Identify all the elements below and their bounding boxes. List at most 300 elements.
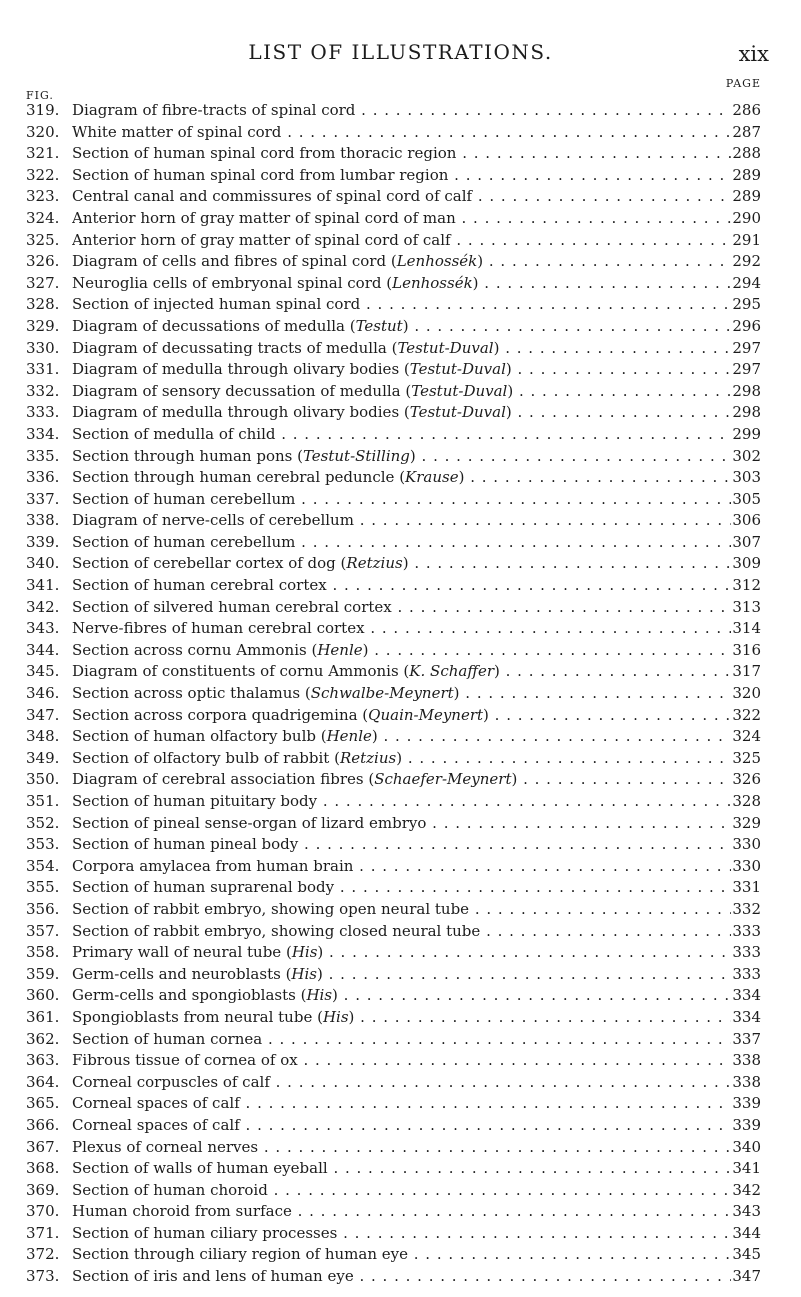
- list-item: [0, 964, 801, 986]
- figure-title: [72, 122, 733, 144]
- figure-title: [72, 1266, 733, 1288]
- figure-description: Diagram of decussating tracts of medulla (: [72, 338, 398, 357]
- list-item: [0, 661, 801, 683]
- page-reference: 317: [731, 661, 761, 683]
- page-reference: 341: [731, 1158, 761, 1180]
- page-reference: 325: [731, 748, 761, 770]
- figure-description: Section of human pituitary body: [72, 792, 318, 810]
- figure-title: Diagram of sensory decussation of medulla (Testut-Duval) . . .: [72, 381, 733, 403]
- page-reference: 320: [731, 683, 761, 705]
- list-item: [0, 726, 801, 748]
- fig-column-label: FIG.: [26, 89, 54, 102]
- figure-author: Testut-Duval: [409, 360, 506, 379]
- page-title: LIST OF ILLUSTRATIONS.: [248, 40, 553, 64]
- page-reference: 344: [731, 1223, 761, 1245]
- page-reference: 307: [731, 532, 761, 554]
- figure-number: 367.: [26, 1137, 60, 1156]
- figure-number: 330.: [26, 338, 60, 357]
- figure-title: [72, 230, 733, 252]
- figure-description: Fibrous tissue of cornea of ox: [72, 1051, 298, 1070]
- figure-description: Section across cornu Ammonis (: [72, 640, 318, 659]
- figure-description: Primary wall of neural tube (: [72, 943, 292, 962]
- list-item: [0, 597, 801, 619]
- figure-number: 346.: [26, 684, 60, 703]
- figure-number: 372.: [26, 1245, 60, 1264]
- page-reference: 333: [731, 942, 761, 964]
- figure-title: Section of human olfactory bulb (Henle) . . .: [72, 726, 733, 748]
- figure-number: 334.: [26, 424, 60, 443]
- list-item: [0, 208, 801, 230]
- figure-number: 319.: [26, 101, 60, 119]
- list-item: [0, 446, 801, 468]
- list-item: [0, 1158, 801, 1180]
- page-reference: 332: [731, 899, 761, 921]
- page-reference: 328: [731, 791, 761, 813]
- figure-title: [72, 921, 733, 943]
- list-item: [0, 532, 801, 554]
- figure-number: 326.: [26, 252, 60, 271]
- figure-title: Section of olfactory bulb of rabbit (Retzius) . . .: [72, 748, 733, 770]
- figure-number: 320.: [26, 122, 60, 141]
- figure-title: [72, 575, 733, 597]
- figure-description: Section of walls of human eyeball: [72, 1159, 328, 1178]
- figure-description: Section of human pineal body: [72, 835, 299, 854]
- list-item: [0, 359, 801, 381]
- page-reference: 331: [731, 877, 761, 899]
- figure-title: Diagram of medulla through olivary bodies (Testut-Duval) . . .: [72, 359, 733, 381]
- figure-author: His: [306, 986, 333, 1005]
- figure-description: Diagram of decussations of medulla (: [72, 316, 356, 335]
- figure-title: Section through human cerebral peduncle (Krause) . . .: [72, 467, 733, 489]
- list-item: [0, 100, 801, 122]
- figure-title: [72, 1137, 733, 1159]
- column-headers: [0, 77, 801, 102]
- figure-number: 356.: [26, 899, 60, 918]
- page-reference: 339: [731, 1093, 761, 1115]
- figure-number: 366.: [26, 1115, 60, 1134]
- figure-author: Henle: [326, 727, 372, 746]
- page-reference: 330: [731, 856, 761, 878]
- figure-title: [72, 424, 733, 446]
- figure-description: Section through human pons (: [72, 446, 303, 465]
- figure-number: 354.: [26, 856, 60, 875]
- list-item: [0, 467, 801, 489]
- list-item: [0, 186, 801, 208]
- figure-title: Primary wall of neural tube (His) . . .: [72, 942, 733, 964]
- figure-description: Section of human spinal cord from lumbar region: [72, 165, 449, 184]
- figure-author: Testut-Duval: [409, 403, 506, 422]
- figure-number: 351.: [26, 792, 60, 810]
- figure-number: 364.: [26, 1072, 60, 1091]
- list-item: [0, 942, 801, 964]
- figure-description: Section of human choroid: [72, 1180, 268, 1199]
- page-header: [0, 40, 801, 66]
- figure-number: 373.: [26, 1267, 60, 1286]
- figure-description: Diagram of sensory decussation of medulla (: [72, 381, 412, 400]
- page-reference: 287: [731, 122, 761, 144]
- figure-description: Neuroglia cells of embryonal spinal cord (: [72, 273, 393, 292]
- figure-number: 352.: [26, 813, 60, 832]
- figure-title: [72, 532, 733, 554]
- figure-description: Corpora amylacea from human brain: [72, 856, 354, 875]
- figure-number: 331.: [26, 360, 60, 379]
- figure-description: Plexus of corneal nerves: [72, 1137, 259, 1156]
- list-item: [0, 899, 801, 921]
- figure-author: Schaefer-Meynert: [374, 770, 512, 789]
- illustrations-list: [0, 100, 801, 1288]
- figure-description: Section of human cerebral cortex: [72, 576, 327, 595]
- list-item: [0, 489, 801, 511]
- page-reference: 289: [731, 165, 761, 187]
- figure-description: Corneal spaces of calf: [72, 1094, 240, 1113]
- list-item: [0, 834, 801, 856]
- page-reference: 289: [731, 186, 761, 208]
- page-column-label: PAGE: [725, 77, 761, 90]
- figure-number: 325.: [26, 230, 60, 249]
- page-reference: 312: [731, 575, 761, 597]
- figure-number: 342.: [26, 597, 60, 616]
- figure-description: Diagram of cerebral association fibres (: [72, 770, 375, 789]
- list-item: [0, 143, 801, 165]
- list-item: [0, 618, 801, 640]
- list-item: [0, 1180, 801, 1202]
- figure-title: [72, 143, 733, 165]
- list-item: [0, 921, 801, 943]
- figure-title: [72, 1029, 733, 1051]
- figure-number: 338.: [26, 511, 60, 530]
- figure-number: 339.: [26, 532, 60, 551]
- list-item: [0, 381, 801, 403]
- page-reference: 286: [731, 100, 761, 122]
- figure-number: 324.: [26, 208, 60, 227]
- page-reference: 288: [731, 143, 761, 165]
- figure-author: Retzius: [339, 748, 397, 767]
- figure-number: 328.: [26, 295, 60, 314]
- page-reference: 297: [731, 359, 761, 381]
- list-item: [0, 1266, 801, 1288]
- figure-title: Section across cornu Ammonis (Henle) . . .: [72, 640, 733, 662]
- page-reference: 329: [731, 813, 761, 835]
- figure-number: 370.: [26, 1202, 60, 1221]
- figure-number: 353.: [26, 835, 60, 854]
- list-item: [0, 748, 801, 770]
- figure-description: Section through ciliary region of human eye: [72, 1245, 408, 1264]
- figure-title: [72, 618, 733, 640]
- figure-title: [72, 165, 733, 187]
- figure-title: Germ-cells and neuroblasts (His) . . .: [72, 964, 733, 986]
- list-item: [0, 791, 801, 813]
- figure-author: His: [322, 1007, 349, 1026]
- figure-description: Anterior horn of gray matter of spinal cord of calf: [72, 230, 451, 249]
- figure-title: Germ-cells and spongioblasts (His) . . .: [72, 985, 733, 1007]
- list-item: [0, 402, 801, 424]
- figure-description: Section of human cerebellum: [72, 489, 296, 508]
- page-reference: 343: [731, 1201, 761, 1223]
- figure-number: 360.: [26, 986, 60, 1005]
- figure-description: Corneal corpuscles of calf: [72, 1072, 270, 1091]
- figure-description: Section through human cerebral peduncle (: [72, 468, 406, 487]
- page-reference: 299: [731, 424, 761, 446]
- figure-description: Section of iris and lens of human eye: [72, 1267, 354, 1286]
- figure-title: Section across corpora quadrigemina (Quain-Meynert) . . .: [72, 705, 733, 727]
- figure-description: Section of human spinal cord from thoracic region: [72, 144, 457, 163]
- page-reference: 292: [731, 251, 761, 273]
- list-item: [0, 251, 801, 273]
- figure-number: 321.: [26, 144, 60, 163]
- figure-author: His: [291, 964, 317, 983]
- figure-description: Spongioblasts from neural tube (: [72, 1007, 323, 1026]
- list-item: [0, 1093, 801, 1115]
- figure-description: Section of pineal sense-organ of lizard embryo: [72, 813, 427, 832]
- figure-title: Diagram of cells and fibres of spinal cord (Lenhossék) . . .: [72, 251, 733, 273]
- figure-author: Testut-Duval: [397, 338, 494, 357]
- figure-number: 322.: [26, 165, 60, 184]
- figure-number: 345.: [26, 662, 60, 681]
- figure-title: [72, 1050, 733, 1072]
- page-reference: 338: [731, 1050, 761, 1072]
- figure-title: [72, 1244, 733, 1266]
- figure-author: Quain-Meynert: [368, 705, 484, 724]
- figure-title: [72, 1072, 733, 1094]
- figure-description: Section of human cornea: [72, 1029, 263, 1048]
- list-item: [0, 273, 801, 295]
- figure-number: 332.: [26, 381, 60, 400]
- figure-title: Diagram of constituents of cornu Ammonis (K. Schaffer) . . .: [72, 661, 733, 683]
- figure-author: Testut-Stilling: [302, 446, 410, 465]
- figure-title: [72, 1158, 733, 1180]
- list-item: [0, 877, 801, 899]
- figure-title: [72, 1180, 733, 1202]
- list-item: [0, 230, 801, 252]
- figure-description: Diagram of medulla through olivary bodies (: [72, 360, 410, 379]
- list-item: [0, 294, 801, 316]
- figure-number: 350.: [26, 770, 60, 789]
- figure-number: 359.: [26, 964, 60, 983]
- figure-author: Testut: [355, 316, 403, 335]
- page-reference: 291: [731, 230, 761, 252]
- page-reference: 333: [731, 921, 761, 943]
- list-item: [0, 575, 801, 597]
- figure-title: [72, 510, 733, 532]
- figure-author: Lenhossék: [392, 273, 473, 292]
- list-item: [0, 1050, 801, 1072]
- figure-author: Retzius: [346, 554, 403, 573]
- list-item: [0, 813, 801, 835]
- page-reference: 295: [731, 294, 761, 316]
- figure-number: 363.: [26, 1051, 60, 1070]
- page-reference: 340: [731, 1137, 761, 1159]
- figure-description: Section of human suprarenal body: [72, 878, 335, 897]
- figure-title: Section of cerebellar cortex of dog (Retzius) . . .: [72, 553, 733, 575]
- list-item: [0, 553, 801, 575]
- figure-title: [72, 877, 733, 899]
- figure-number: 357.: [26, 921, 60, 940]
- page-reference: 314: [731, 618, 761, 640]
- list-item: [0, 316, 801, 338]
- figure-description: Nerve-fibres of human cerebral cortex: [72, 619, 365, 638]
- figure-description: Section of rabbit embryo, showing open neural tube: [72, 899, 470, 918]
- figure-number: 327.: [26, 273, 60, 292]
- figure-title: [72, 813, 733, 835]
- list-item: [0, 1007, 801, 1029]
- figure-title: [72, 597, 733, 619]
- figure-description: Section of human ciliary processes: [72, 1223, 338, 1242]
- figure-number: 337.: [26, 489, 60, 508]
- figure-number: 362.: [26, 1029, 60, 1048]
- figure-title: Diagram of medulla through olivary bodies (Testut-Duval) . . .: [72, 402, 733, 424]
- figure-number: 358.: [26, 943, 60, 962]
- page-reference: 290: [731, 208, 761, 230]
- figure-title: Neuroglia cells of embryonal spinal cord (Lenhossék) . . .: [72, 273, 733, 295]
- list-item: [0, 122, 801, 144]
- figure-title: Spongioblasts from neural tube (His) . . .: [72, 1007, 733, 1029]
- figure-title: [72, 294, 733, 316]
- page-reference: 334: [731, 1007, 761, 1029]
- figure-description: Section of injected human spinal cord: [72, 295, 361, 314]
- page-reference: 313: [731, 597, 761, 619]
- page-reference: 297: [731, 338, 761, 360]
- figure-author: Schwalbe-Meynert: [310, 684, 454, 703]
- figure-description: White matter of spinal cord: [72, 122, 282, 141]
- figure-title: [72, 791, 733, 813]
- figure-title: [72, 1201, 733, 1223]
- figure-description: Diagram of nerve-cells of cerebellum: [72, 511, 354, 530]
- figure-number: 365.: [26, 1094, 60, 1113]
- figure-number: 347.: [26, 705, 60, 724]
- page-reference: 309: [731, 553, 761, 575]
- figure-number: 329.: [26, 316, 60, 335]
- figure-number: 348.: [26, 727, 60, 746]
- figure-description: Section of olfactory bulb of rabbit (: [72, 748, 340, 767]
- figure-number: 343.: [26, 619, 60, 638]
- list-item: [0, 338, 801, 360]
- page-reference: 298: [731, 402, 761, 424]
- figure-title: Diagram of cerebral association fibres (Schaefer-Meynert) . . .: [72, 769, 733, 791]
- figure-title: [72, 186, 733, 208]
- figure-number: 349.: [26, 748, 60, 767]
- figure-number: 361.: [26, 1007, 60, 1026]
- figure-description: Corneal spaces of calf: [72, 1115, 240, 1134]
- page-reference: 330: [731, 834, 761, 856]
- figure-title: [72, 856, 733, 878]
- figure-title: [72, 834, 733, 856]
- list-item: [0, 424, 801, 446]
- figure-number: 371.: [26, 1223, 60, 1242]
- figure-number: 336.: [26, 468, 60, 487]
- figure-description: Section of human cerebellum: [72, 532, 296, 551]
- list-item: [0, 985, 801, 1007]
- figure-number: 333.: [26, 403, 60, 422]
- figure-description: Section across corpora quadrigemina (: [72, 705, 369, 724]
- figure-title: [72, 208, 733, 230]
- figure-author: Krause: [405, 468, 459, 487]
- list-item: [0, 510, 801, 532]
- figure-description: Section of rabbit embryo, showing closed neural tube: [72, 921, 481, 940]
- figure-description: Section across optic thalamus (: [72, 684, 311, 703]
- figure-description: Human choroid from surface: [72, 1202, 292, 1221]
- figure-description: Section of cerebellar cortex of dog (: [72, 554, 347, 573]
- figure-description: Section of silvered human cerebral cortex: [72, 597, 392, 616]
- page-reference: 345: [731, 1244, 761, 1266]
- page-reference: 337: [731, 1029, 761, 1051]
- figure-description: Section of medulla of child: [72, 424, 276, 443]
- figure-description: Germ-cells and spongioblasts (: [72, 986, 307, 1005]
- page-reference: 347: [731, 1266, 761, 1288]
- page-reference: 316: [731, 640, 761, 662]
- list-item: [0, 705, 801, 727]
- page-reference: 305: [731, 489, 761, 511]
- figure-description: Diagram of cells and fibres of spinal cord (: [72, 252, 397, 271]
- page-reference: 303: [731, 467, 761, 489]
- page-reference: 306: [731, 510, 761, 532]
- list-item: [0, 769, 801, 791]
- figure-title: [72, 100, 733, 122]
- figure-number: 341.: [26, 576, 60, 595]
- list-item: [0, 1137, 801, 1159]
- figure-description: Section of human olfactory bulb (: [72, 727, 327, 746]
- figure-author: K. Schaffer: [409, 662, 494, 681]
- list-item: [0, 1201, 801, 1223]
- page-reference: 298: [731, 381, 761, 403]
- figure-title: Diagram of decussations of medulla (Testut) . . .: [72, 316, 733, 338]
- list-item: [0, 165, 801, 187]
- figure-number: 368.: [26, 1159, 60, 1178]
- figure-number: 335.: [26, 446, 60, 465]
- list-item: [0, 1115, 801, 1137]
- list-item: [0, 856, 801, 878]
- figure-title: Section across optic thalamus (Schwalbe-Meynert) . . .: [72, 683, 733, 705]
- figure-description: Germ-cells and neuroblasts (: [72, 964, 292, 983]
- list-item: [0, 1223, 801, 1245]
- figure-number: 340.: [26, 554, 60, 573]
- page-reference: 296: [731, 316, 761, 338]
- list-item: [0, 1029, 801, 1051]
- page-reference: 334: [731, 985, 761, 1007]
- figure-number: 369.: [26, 1180, 60, 1199]
- figure-author: Lenhossék: [396, 252, 478, 271]
- figure-author: Henle: [317, 640, 363, 659]
- figure-number: 323.: [26, 187, 60, 206]
- list-item: [0, 1244, 801, 1266]
- figure-title: [72, 1115, 733, 1137]
- page-reference: 294: [731, 273, 761, 295]
- figure-description: Diagram of medulla through olivary bodies (: [72, 403, 410, 422]
- figure-title: [72, 899, 733, 921]
- page-reference: 339: [731, 1115, 761, 1137]
- figure-description: Diagram of fibre-tracts of spinal cord: [72, 101, 356, 119]
- page-reference: 326: [731, 769, 761, 791]
- figure-author: Testut-Duval: [411, 381, 508, 400]
- page-reference: 338: [731, 1072, 761, 1094]
- figure-title: Diagram of decussating tracts of medulla (Testut-Duval) . . .: [72, 338, 733, 360]
- figure-description: Diagram of constituents of cornu Ammonis (: [72, 662, 410, 681]
- page-reference: 324: [731, 726, 761, 748]
- figure-title: [72, 1223, 733, 1245]
- page-reference: 302: [731, 446, 761, 468]
- page-reference: 322: [731, 705, 761, 727]
- figure-title: [72, 489, 733, 511]
- figure-description: Anterior horn of gray matter of spinal cord of man: [72, 208, 456, 227]
- figure-number: 344.: [26, 640, 60, 659]
- page-reference: 342: [731, 1180, 761, 1202]
- page-number: xix: [738, 42, 769, 66]
- figure-author: His: [291, 943, 318, 962]
- figure-title: Section through human pons (Testut-Stilling) . . .: [72, 446, 733, 468]
- figure-title: [72, 1093, 733, 1115]
- list-item: [0, 640, 801, 662]
- figure-number: 355.: [26, 878, 60, 897]
- page-reference: 333: [731, 964, 761, 986]
